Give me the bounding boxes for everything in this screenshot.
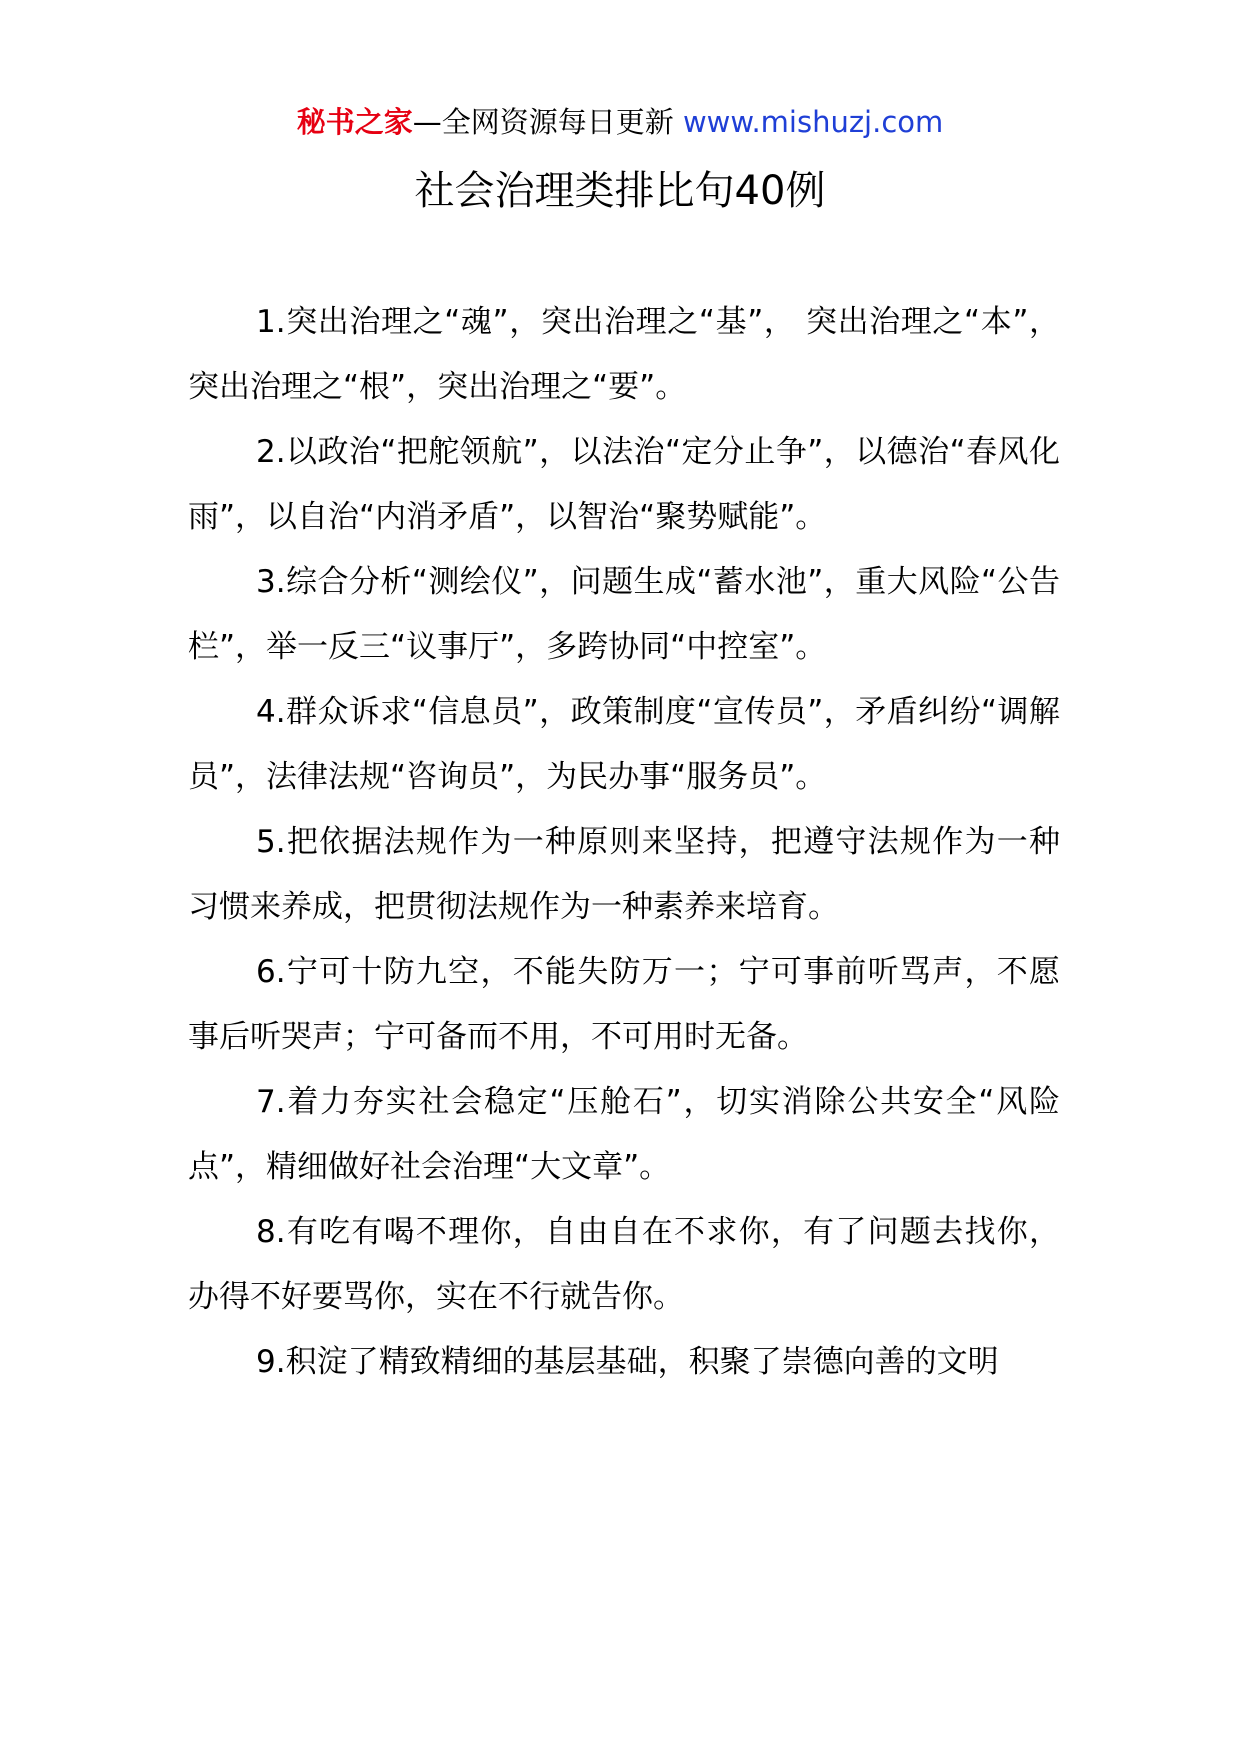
- document-title: 社会治理类排比句40例: [414, 168, 826, 214]
- paragraph-6: 6.宁可十防九空，不能失防万一；宁可事前听骂声，不愿事后听哭声；宁可备而不用，不可用时无备。: [188, 954, 1060, 1055]
- brand-name: 秘书之家: [296, 105, 413, 139]
- paragraph-2: 2.以政治“把舵领航”，以法治“定分止争”，以德治“春风化雨”，以自治“内消矛盾”，以智治“聚势赋能”。: [188, 434, 1060, 535]
- paragraph-3: 3.综合分析“测绘仪”，问题生成“蓄水池”，重大风险“公告栏”，举一反三“议事厅”，多跨协同“中控室”。: [188, 564, 1060, 665]
- paragraph-5: 5.把依据法规作为一种原则来坚持，把遵守法规作为一种习惯来养成，把贯彻法规作为一种素养来培育。: [188, 824, 1060, 925]
- site-url-link[interactable]: www.mishuzj.com: [682, 105, 944, 139]
- paragraph-1: 1.突出治理之“魂”，突出治理之“基”， 突出治理之“本”， 突出治理之“根”，突出治理之“要”。: [188, 304, 1060, 405]
- paragraph-9: 9.积淀了精致精细的基层基础，积聚了崇德向善的文明: [256, 1344, 999, 1380]
- document-body: [188, 290, 1060, 1395]
- paragraph-8: 8.有吃有喝不理你，自由自在不求你，有了问题去找你，办得不好要骂你，实在不行就告你。: [188, 1214, 1060, 1315]
- site-header: [0, 100, 1240, 144]
- paragraph-4: 4.群众诉求“信息员”，政策制度“宣传员”，矛盾纠纷“调解员”，法律法规“咨询员”，为民办事“服务员”。: [188, 694, 1060, 795]
- paragraph-7: 7.着力夯实社会稳定“压舱石”，切实消除公共安全“风险点”，精细做好社会治理“大文章”。: [188, 1084, 1060, 1185]
- header-slogan: —全网资源每日更新: [412, 105, 674, 139]
